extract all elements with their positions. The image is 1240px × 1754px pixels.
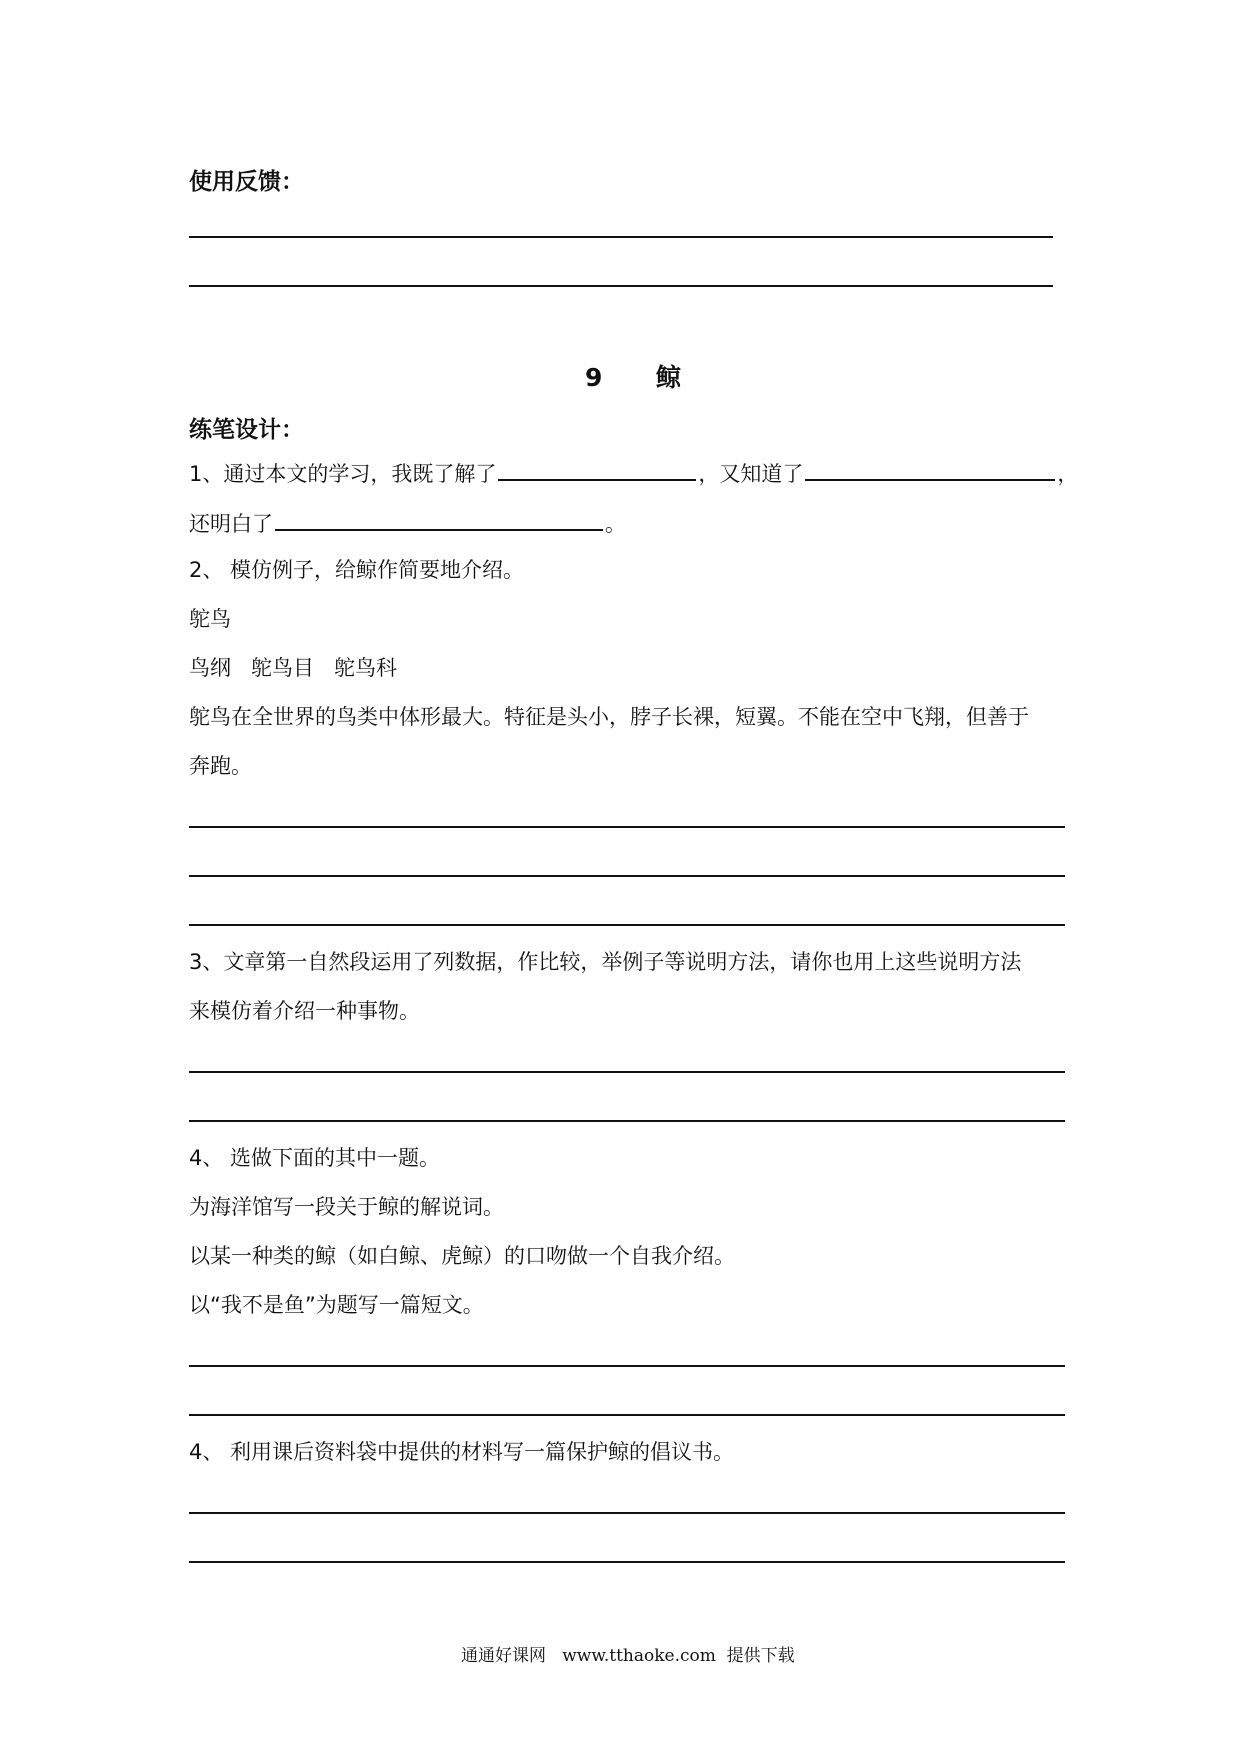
practice-heading: 练笔设计：	[189, 417, 304, 443]
q2-answer-line-2[interactable]	[189, 875, 1065, 877]
q3-answer-line-1[interactable]	[189, 1071, 1065, 1073]
question-5-prompt: 4、 利用课后资料袋中提供的材料写一篇保护鲸的倡议书。	[189, 1440, 735, 1464]
q2-example-line-2: 奔跑。	[189, 754, 252, 778]
q1-text-4: 还明白了	[189, 512, 273, 536]
q4-answer-line-2[interactable]	[189, 1414, 1065, 1416]
q3-answer-line-2[interactable]	[189, 1120, 1065, 1122]
lesson-number: 9	[585, 363, 603, 392]
q1-text-3: ，	[1057, 462, 1079, 486]
q4-option-1: 为海洋馆写一段关于鲸的解说词。	[189, 1195, 504, 1219]
q2-example-name: 鸵鸟	[189, 607, 231, 631]
q4-option-2: 以某一种类的鲸（如白鲸、虎鲸）的口吻做一个自我介绍。	[189, 1244, 735, 1268]
feedback-line-2	[189, 285, 1053, 287]
q2-answer-line-3[interactable]	[189, 924, 1065, 926]
lesson-title	[585, 358, 681, 394]
question-1-line-1	[189, 459, 1078, 487]
q2-example-line-1: 鸵鸟在全世界的鸟类中体形最大。特征是头小，脖子长裸，短翼。不能在空中飞翔，但善于	[189, 705, 1029, 729]
question-3-line-1: 3、文章第一自然段运用了列数据，作比较，举例子等说明方法，请你也用上这些说明方法	[189, 950, 1022, 974]
question-3-line-2: 来模仿着介绍一种事物。	[189, 999, 420, 1023]
q5-answer-line-1[interactable]	[189, 1512, 1065, 1514]
feedback-line-1	[189, 236, 1053, 238]
q1-blank-2[interactable]	[805, 459, 1055, 481]
question-4-prompt: 4、 选做下面的其中一题。	[189, 1146, 441, 1170]
q5-answer-line-2[interactable]	[189, 1561, 1065, 1563]
question-1-line-2	[189, 509, 626, 537]
q1-text-5: 。	[605, 512, 626, 536]
q2-example-class: 鸟纲 鸵鸟目 鸵鸟科	[189, 656, 398, 680]
q1-blank-1[interactable]	[498, 459, 696, 481]
q1-blank-3[interactable]	[275, 509, 603, 531]
q4-option-3: 以“我不是鱼”为题写一篇短文。	[189, 1293, 484, 1317]
q4-answer-line-1[interactable]	[189, 1365, 1065, 1367]
question-2-prompt: 2、 模仿例子，给鲸作简要地介绍。	[189, 558, 525, 582]
lesson-name: 鲸	[655, 363, 681, 392]
q2-answer-line-1[interactable]	[189, 826, 1065, 828]
footer-credit: 通通好课网 www.tthaoke.com 提供下载	[461, 1646, 795, 1666]
q1-text-2: ，又知道了	[698, 462, 804, 486]
q1-text-1: 1、通过本文的学习，我既了解了	[189, 462, 497, 486]
feedback-heading: 使用反馈：	[189, 169, 304, 195]
